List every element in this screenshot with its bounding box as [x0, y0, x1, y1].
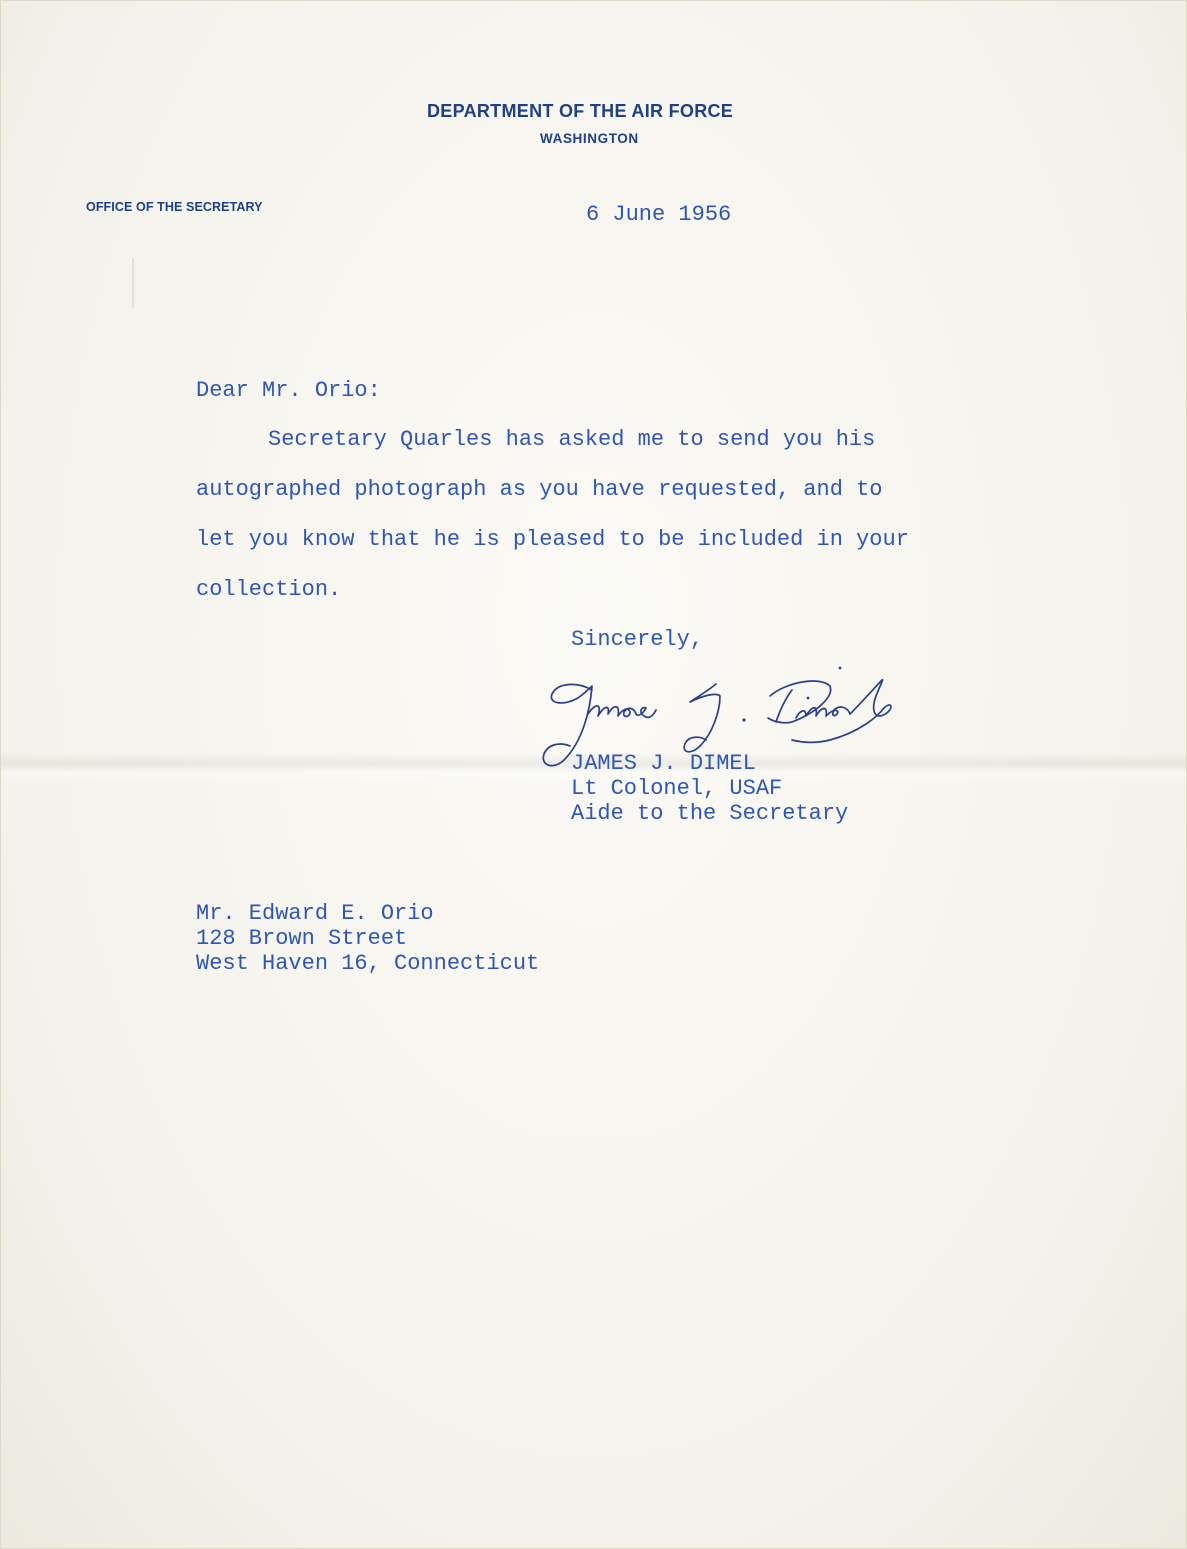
salutation: Dear Mr. Orio:	[196, 378, 381, 403]
letter-date: 6 June 1956	[586, 202, 732, 227]
recipient-name: Mr. Edward E. Orio	[196, 901, 434, 926]
paper-mark	[132, 258, 134, 308]
signer-rank: Lt Colonel, USAF	[571, 776, 783, 801]
body-line: autographed photograph as you have requested, and to	[196, 477, 883, 502]
letterhead-department: DEPARTMENT OF THE AIR FORCE	[427, 101, 734, 121]
body-line: Secretary Quarles has asked me to send you his	[268, 427, 876, 452]
body-line: let you know that he is pleased to be included in your	[196, 527, 909, 552]
body-line: collection.	[196, 577, 342, 602]
recipient-city: West Haven 16, Connecticut	[196, 951, 540, 976]
letterhead-office: OFFICE OF THE SECRETARY	[86, 200, 263, 214]
letterhead-city: WASHINGTON	[540, 131, 639, 146]
signer-name: JAMES J. DIMEL	[571, 751, 756, 776]
closing: Sincerely,	[571, 627, 704, 652]
signer-title: Aide to the Secretary	[571, 801, 849, 826]
recipient-street: 128 Brown Street	[196, 926, 408, 951]
